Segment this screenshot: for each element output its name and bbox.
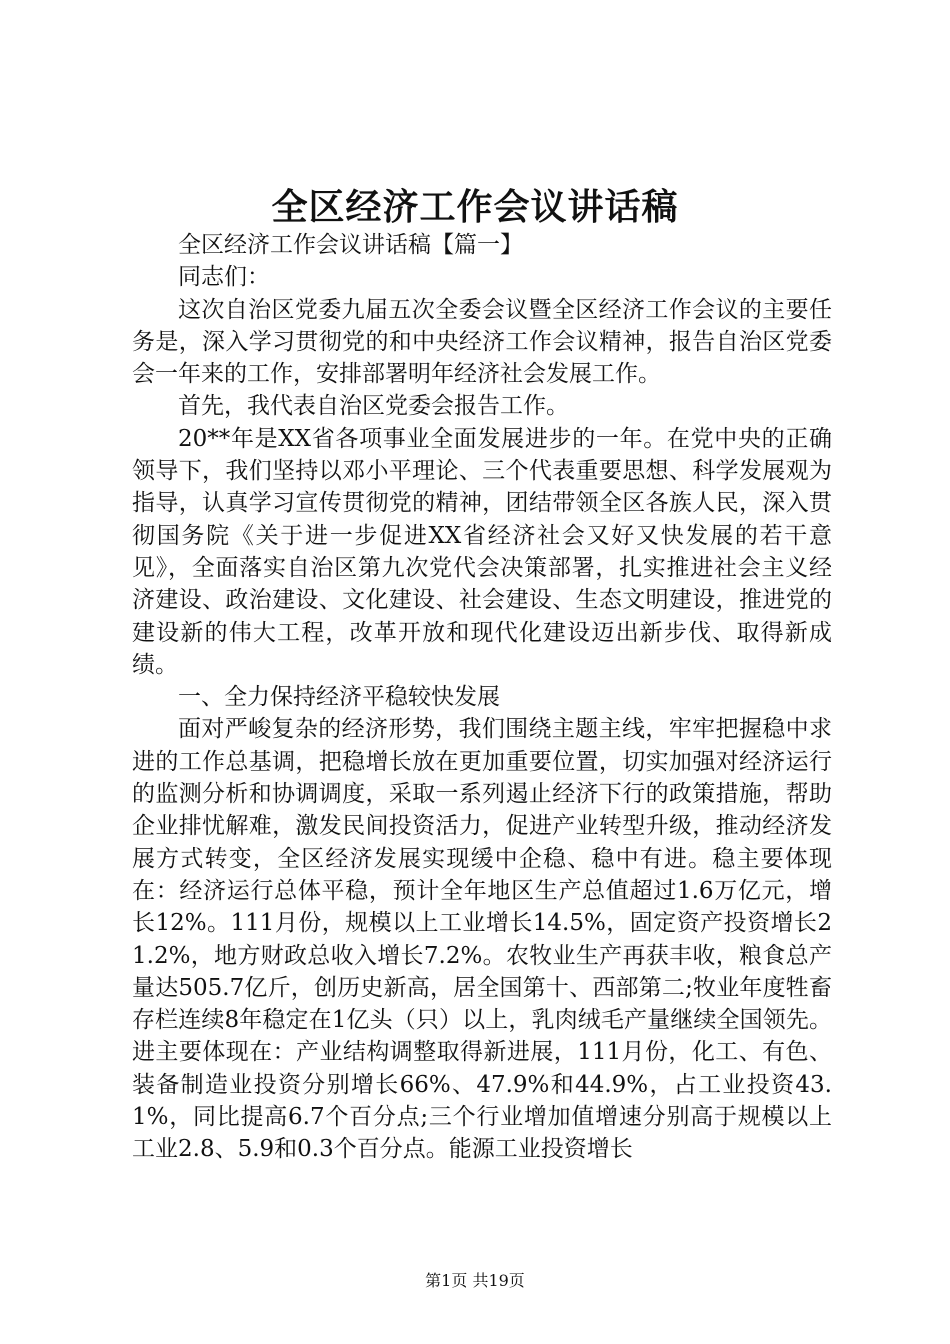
body-paragraph: 面对严峻复杂的经济形势，我们围绕主题主线，牢牢把握稳中求进的工作总基调，把稳增长放在更加重要位置，切实加强对经济运行的监测分析和协调调度，采取一系列遏止经济下行的政策措施，帮助企业排忧解难，激发民间投资活力，促进产业转型升级，推动经济发展方式转变，全区经济发展实现缓中企稳、稳中有进。稳主要体现在：经济运行总体平稳，预计全年地区生产总值超过1.6万亿元，增长12%。111月份，规模以上工业增长14.5%，固定资产投资增长21.2%，地方财政总收入增长7.2%。农牧业生产再获丰收，粮食总产量达505.7亿斤，创历史新高，居全国第十、西部第二;牧业年度牲畜存栏连续8年稳定在1亿头（只）以上，乳肉绒毛产量继续全国领先。进主要体现在：产业结构调整取得新进展，111月份，化工、有色、装备制造业投资分别增长66%、47.9%和44.9%，占工业投资43.1%，同比提高6.7个百分点;三个行业增加值增速分别高于规模以上工业2.8、5.9和0.3个百分点。能源工业投资增长 (132, 716, 832, 1163)
body-paragraph: 20**年是XX省各项事业全面发展进步的一年。在党中央的正确领导下，我们坚持以邓小平理论、三个代表重要思想、科学发展观为指导，认真学习宣传贯彻党的精神，团结带领全区各族人民，深入贯彻国务院《关于进一步促进XX省经济社会又好又快发展的若干意见》，全面落实自治区第九次党代会决策部署，扎实推进社会主义经济建设、政治建设、文化建设、社会建设、生态文明建设，推进党的建设新的伟大工程，改革开放和现代化建设迈出新步伐、取得新成绩。 (132, 425, 832, 678)
document-body (132, 229, 832, 1166)
page-number-footer: 第1页 共19页 (425, 1271, 525, 1290)
section-heading: 全区经济工作会议讲话稿【篇一】 (178, 232, 523, 258)
salutation: 同志们： (178, 264, 270, 291)
body-paragraph: 这次自治区党委九届五次全委会议暨全区经济工作会议的主要任务是，深入学习贯彻党的和中央经济工作会议精神，报告自治区党委会一年来的工作，安排部署明年经济社会发展工作。 (132, 296, 832, 388)
subsection-heading: 一、全力保持经济平稳较快发展 (178, 684, 500, 711)
body-paragraph: 首先，我代表自治区党委会报告工作。 (178, 393, 569, 420)
document-title: 全区经济工作会议讲话稿 (271, 186, 679, 228)
